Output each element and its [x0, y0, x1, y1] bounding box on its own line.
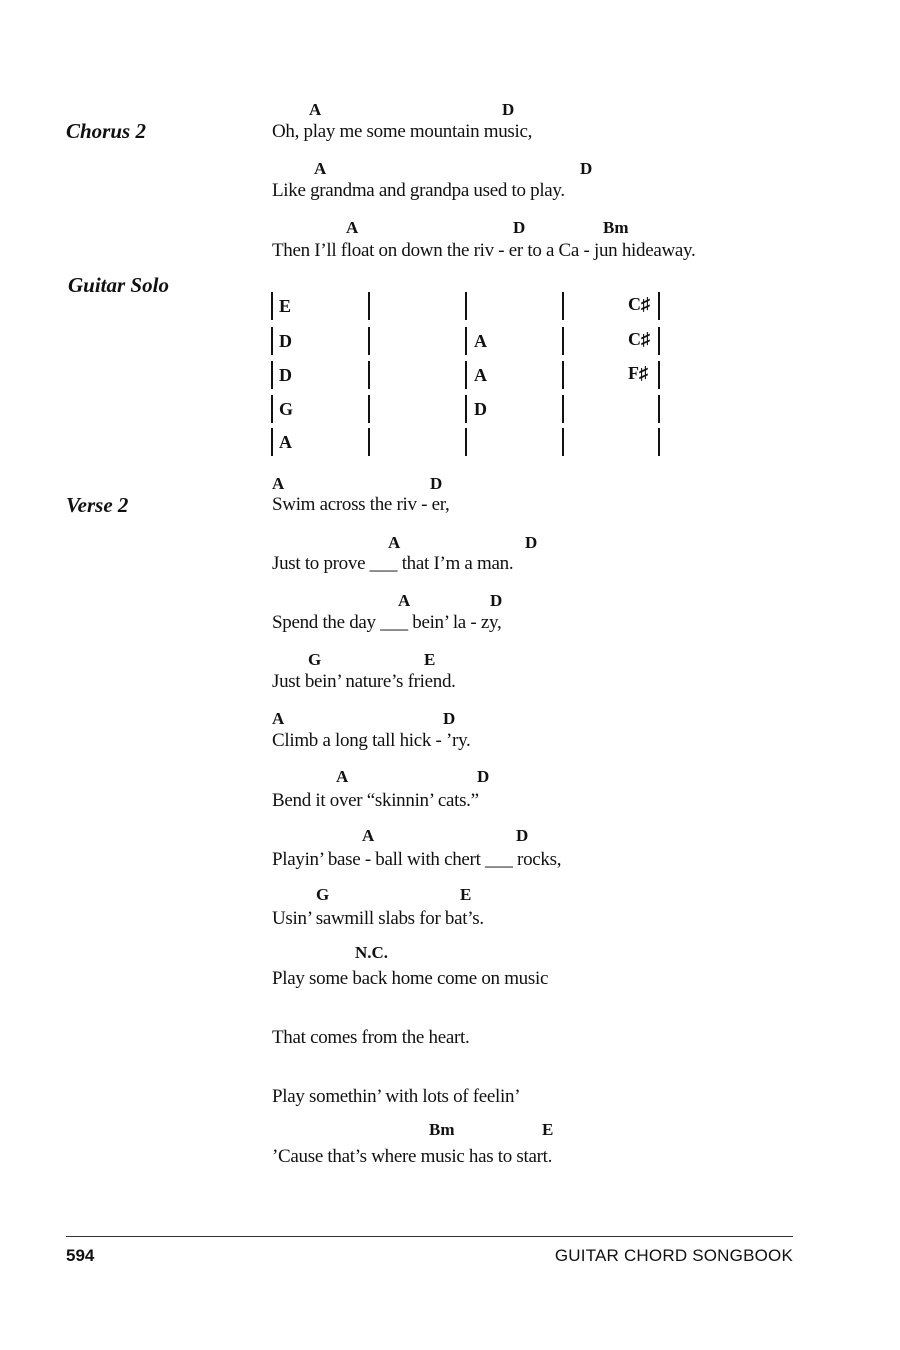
solo-chord: D: [279, 331, 292, 351]
bar-line: [465, 327, 467, 355]
bar-line: [271, 292, 273, 320]
bar-line: [368, 292, 370, 320]
bar-line: [368, 327, 370, 355]
chord: D: [513, 218, 526, 237]
chord: E: [542, 1120, 554, 1139]
solo-chord: A: [279, 432, 292, 452]
bar-line: [271, 327, 273, 355]
solo-chord: F♯: [628, 363, 648, 383]
bar-line: [562, 395, 564, 423]
bar-line: [658, 395, 660, 423]
lyric-line: That comes from the heart.: [272, 1027, 470, 1048]
chord: A: [272, 709, 285, 728]
bar-line: [658, 428, 660, 456]
chord: A: [272, 474, 285, 493]
bar-line: [368, 395, 370, 423]
bar-line: [562, 428, 564, 456]
lyric-line: Climb a long tall hick - ’ry.: [272, 730, 471, 751]
bar-line: [368, 428, 370, 456]
bar-line: [658, 292, 660, 320]
chord: D: [516, 826, 529, 845]
chord: D: [502, 100, 515, 119]
chord: D: [580, 159, 593, 178]
bar-line: [368, 361, 370, 389]
solo-chord: D: [279, 365, 292, 385]
lyric-line: Spend the day ___ bein’ la - zy,: [272, 612, 502, 633]
page-number: 594: [66, 1246, 95, 1265]
bar-line: [271, 428, 273, 456]
chord: E: [460, 885, 472, 904]
lyric-line: Play somethin’ with lots of feelin’: [272, 1086, 521, 1107]
chord: G: [316, 885, 330, 904]
bar-line: [562, 292, 564, 320]
chord: A: [314, 159, 327, 178]
section-label-chorus-2: Chorus 2: [66, 119, 146, 143]
chord: D: [490, 591, 503, 610]
bar-line: [562, 327, 564, 355]
chord: A: [388, 533, 401, 552]
lyric-line: ’Cause that’s where music has to start.: [272, 1146, 553, 1167]
solo-chord: C♯: [628, 329, 650, 349]
solo-chord: A: [474, 365, 487, 385]
bar-line: [465, 428, 467, 456]
bar-line: [271, 395, 273, 423]
chord: Bm: [429, 1120, 455, 1139]
lyric-line: Just bein’ nature’s friend.: [272, 671, 456, 692]
bar-line: [658, 361, 660, 389]
solo-chord: D: [474, 399, 487, 419]
chord: A: [346, 218, 359, 237]
lyric-line: Bend it over “skinnin’ cats.”: [272, 790, 479, 811]
lyric-line: Usin’ sawmill slabs for bat’s.: [272, 908, 484, 929]
bar-line: [658, 327, 660, 355]
bar-line: [271, 361, 273, 389]
chord: E: [424, 650, 436, 669]
chord: A: [398, 591, 411, 610]
bar-line: [562, 361, 564, 389]
bar-line: [465, 395, 467, 423]
lyric-line: Play some back home come on music: [272, 968, 549, 989]
chord: A: [309, 100, 322, 119]
book-title: GUITAR CHORD SONGBOOK: [554, 1246, 793, 1265]
lyric-line: Playin’ base - ball with chert ___ rocks,: [272, 849, 562, 870]
chord: D: [477, 767, 490, 786]
lyric-line: Swim across the riv - er,: [272, 494, 450, 515]
chord: G: [308, 650, 322, 669]
chord: A: [362, 826, 375, 845]
chord: Bm: [603, 218, 629, 237]
bar-line: [465, 292, 467, 320]
solo-chord: C♯: [628, 294, 650, 314]
chord: D: [430, 474, 443, 493]
lyric-line: Then I’ll float on down the riv - er to a Ca - jun hideaway.: [272, 240, 696, 261]
solo-chord: E: [279, 296, 292, 316]
lyric-line: Like grandma and grandpa used to play.: [272, 180, 565, 201]
section-label-guitar-solo: Guitar Solo: [68, 273, 169, 297]
chord: D: [443, 709, 456, 728]
chord: A: [336, 767, 349, 786]
section-label-verse-2: Verse 2: [66, 493, 129, 517]
solo-chord: G: [279, 399, 294, 419]
bar-line: [465, 361, 467, 389]
lyric-line: Just to prove ___ that I’m a man.: [272, 553, 514, 574]
chord: N.C.: [355, 943, 389, 962]
footer-rule: [66, 1236, 793, 1237]
solo-chord: A: [474, 331, 487, 351]
chord: D: [525, 533, 538, 552]
lyric-line: Oh, play me some mountain music,: [272, 121, 533, 142]
